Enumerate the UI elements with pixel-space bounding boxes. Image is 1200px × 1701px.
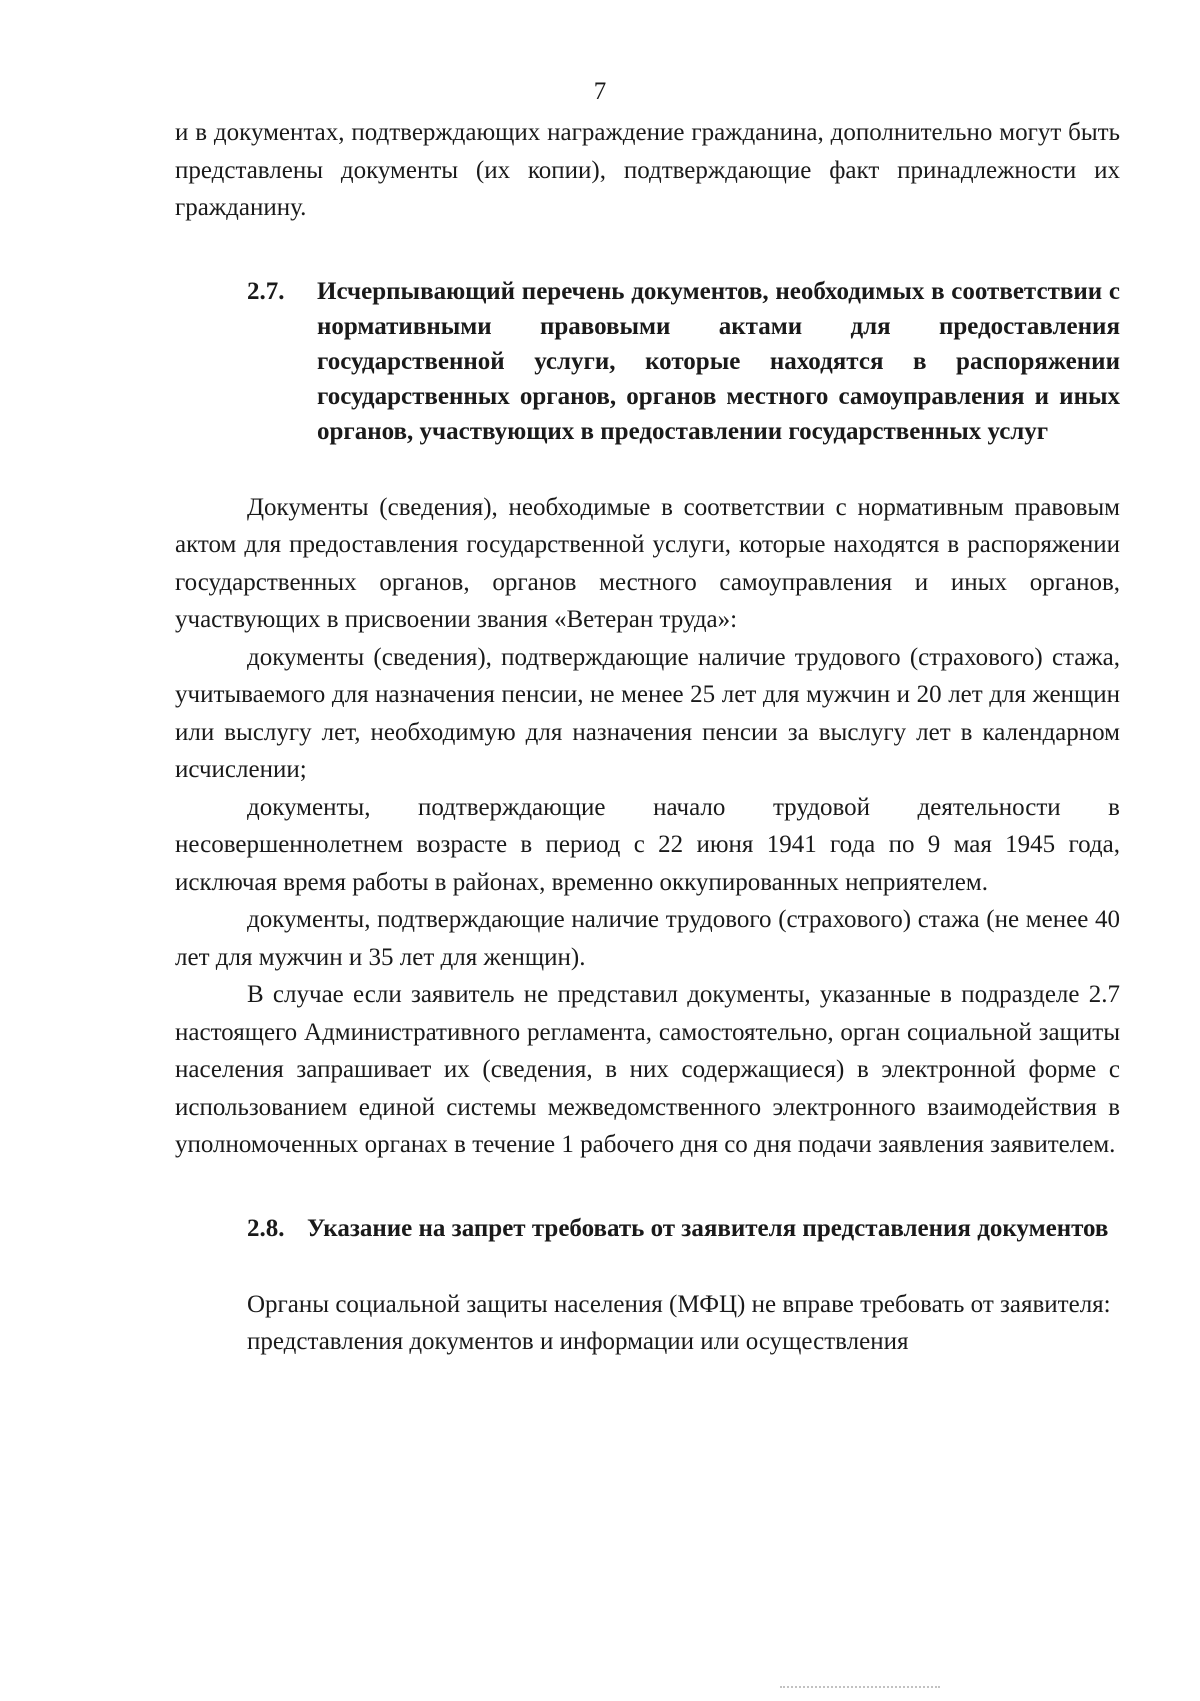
section-2-8-title: Указание на запрет требовать от заявителя представления документов bbox=[307, 1214, 1109, 1242]
section-2-8-paragraph-1: Органы социальной защиты населения (МФЦ) не вправе требовать от заявителя: bbox=[247, 1290, 1111, 1318]
section-2-8-paragraph-2: представления документов и информации или осуществления bbox=[247, 1328, 909, 1355]
section-2-8-heading bbox=[175, 1211, 1120, 1246]
intro-paragraph: и в документах, подтверждающих награждение гражданина, дополнительно могут быть представлены документы (их копии), подтверждающие факт принадлежности их гражданину. bbox=[175, 119, 1120, 221]
section-2-7-heading bbox=[175, 274, 1120, 449]
section-2-7-title: Исчерпывающий перечень документов, необходимых в соответствии с нормативными правовыми актами для предоставления государственной услуги, которые находятся в распоряжении государственных органов, органов местного самоуправления и иных органов, участвующих в предоставлении государственных услуг bbox=[317, 277, 1120, 445]
section-2-8-number: 2.8. bbox=[247, 1214, 285, 1242]
section-2-7-paragraph-1: Документы (сведения), необходимые в соответствии с нормативным правовым актом для предоставления государственной услуги, которые находятся в распоряжении государственных органов, органов местного самоуправления и иных органов, участвующих в присвоении звания «Ветеран труда»: bbox=[175, 493, 1120, 633]
section-2-7-number: 2.7. bbox=[247, 277, 285, 305]
page-number: 7 bbox=[593, 78, 607, 105]
section-2-7-paragraph-2: документы (сведения), подтверждающие наличие трудового (страхового) стажа, учитываемого для назначения пенсии, не менее 25 лет для мужчин и 20 лет для женщин или выслугу лет, необходимую для назначения пенсии за выслугу лет в календарном исчислении; bbox=[175, 643, 1120, 783]
section-2-7-paragraph-4: документы, подтверждающие наличие трудового (страхового) стажа (не менее 40 лет для мужчин и 35 лет для женщин). bbox=[175, 906, 1120, 971]
document-body bbox=[175, 114, 1120, 1361]
section-2-7-paragraph-5: В случае если заявитель не представил документы, указанные в подразделе 2.7 настоящего Административного регламента, самостоятельно, орган социальной защиты населения запрашивает их (сведения, в них содержащиеся) в электронной форме с использованием единой системы межведомственного электронного взаимодействия в уполномоченных органах в течение 1 рабочего дня со дня подачи заявления заявителем. bbox=[175, 981, 1120, 1158]
scan-artifact bbox=[780, 1686, 940, 1692]
section-2-7-paragraph-3: документы, подтверждающие начало трудовой деятельности в несовершеннолетнем возрасте в период с 22 июня 1941 года по 9 мая 1945 года, исключая время работы в районах, временно оккупированных неприятелем. bbox=[175, 793, 1120, 896]
